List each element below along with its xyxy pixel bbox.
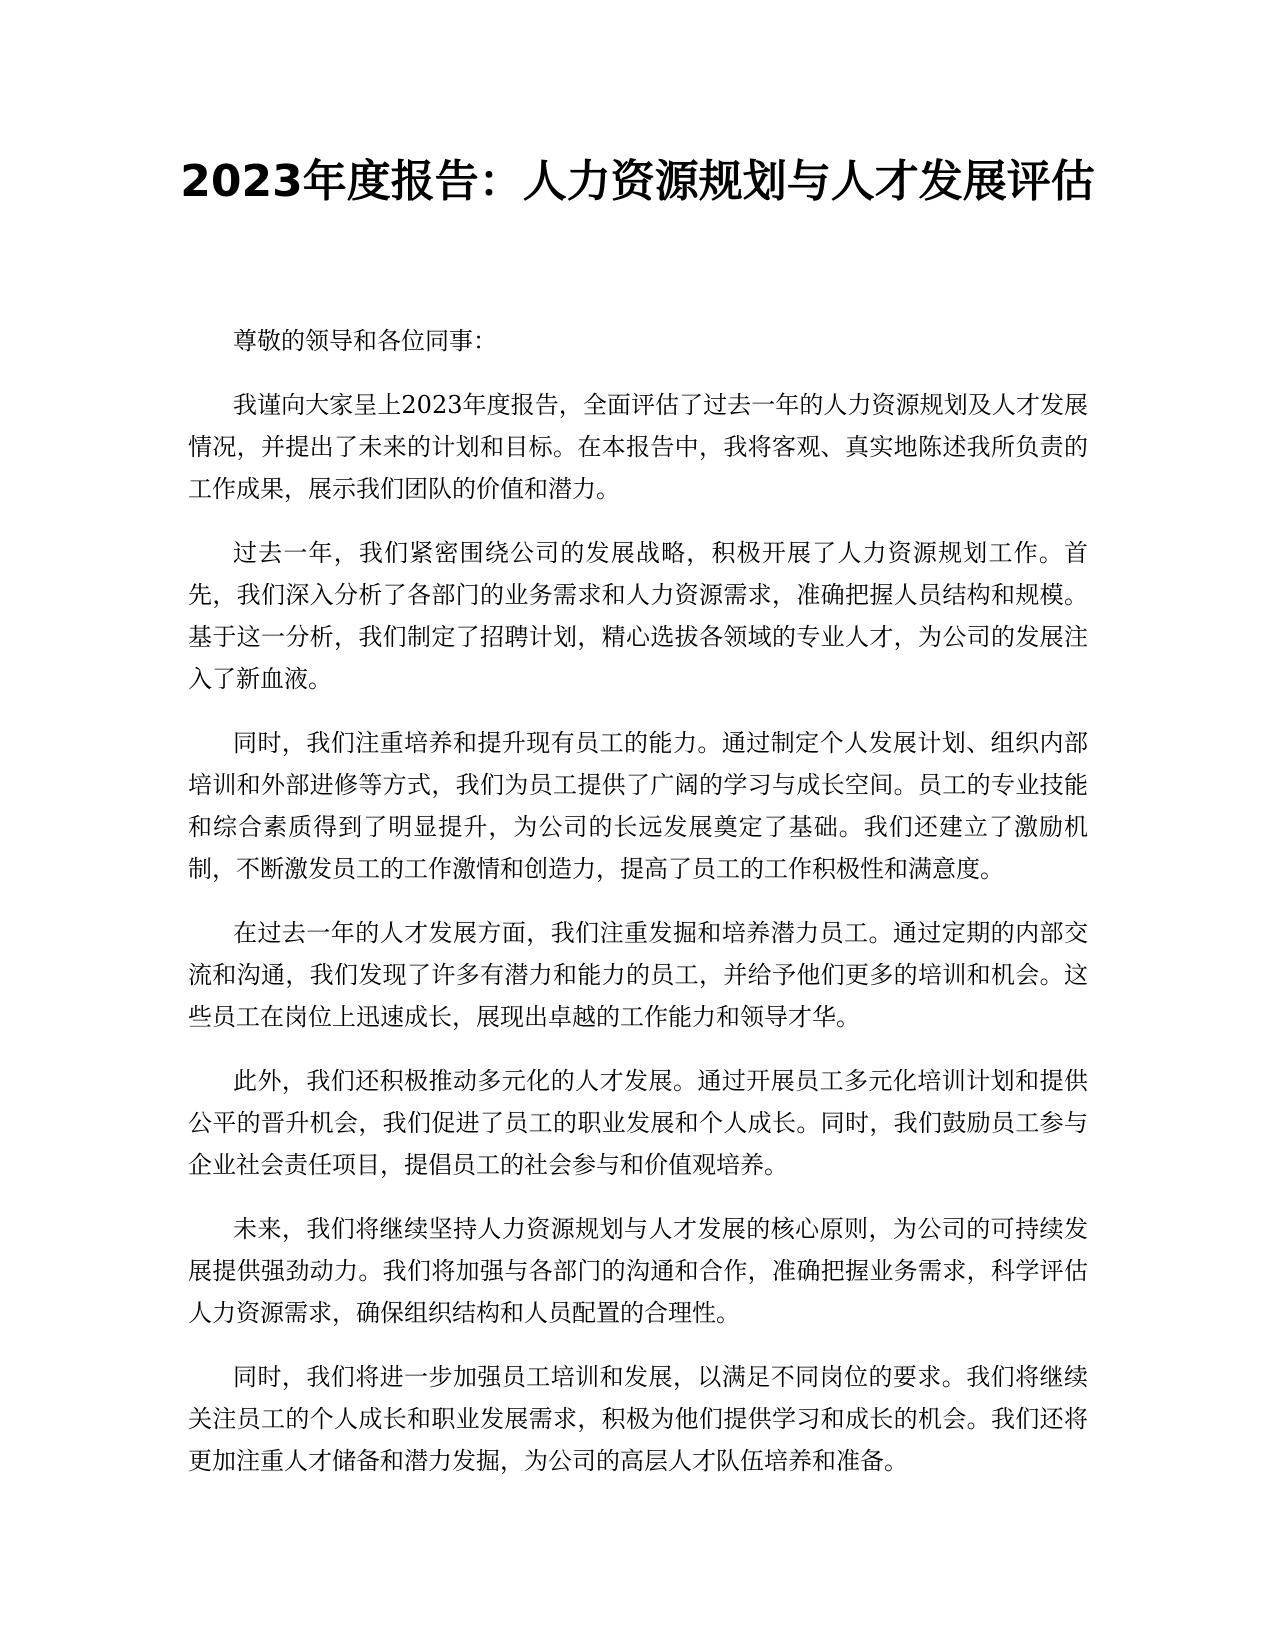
document-title: 2023年度报告：人力资源规划与人才发展评估: [180, 156, 1095, 207]
document-body: [188, 320, 1088, 1504]
paragraph-future-plans: 未来，我们将继续坚持人力资源规划与人才发展的核心原则，为公司的可持续发展提供强劲动力。我们将加强与各部门的沟通和合作，准确把握业务需求，科学评估人力资源需求，确保组织结构和人员配置的合理性。: [188, 1215, 1088, 1327]
paragraph-talent-development: 在过去一年的人才发展方面，我们注重发掘和培养潜力员工。通过定期的内部交流和沟通，我们发现了许多有潜力和能力的员工，并给予他们更多的培训和机会。这些员工在岗位上迅速成长，展现出卓越的工作能力和领导才华。: [188, 919, 1088, 1031]
paragraph-introduction: 我谨向大家呈上2023年度报告，全面评估了过去一年的人力资源规划及人才发展情况，并提出了未来的计划和目标。在本报告中，我将客观、真实地陈述我所负责的工作成果，展示我们团队的价值和潜力。: [188, 391, 1088, 503]
paragraph-hr-planning: 过去一年，我们紧密围绕公司的发展战略，积极开展了人力资源规划工作。首先，我们深入分析了各部门的业务需求和人力资源需求，准确把握人员结构和规模。基于这一分析，我们制定了招聘计划，精心选拔各领域的专业人才，为公司的发展注入了新血液。: [188, 539, 1088, 693]
paragraph-salutation: 尊敬的领导和各位同事：: [233, 327, 497, 355]
paragraph-employee-training: 同时，我们注重培养和提升现有员工的能力。通过制定个人发展计划、组织内部培训和外部进修等方式，我们为员工提供了广阔的学习与成长空间。员工的专业技能和综合素质得到了明显提升，为公司的长远发展奠定了基础。我们还建立了激励机制，不断激发员工的工作激情和创造力，提高了员工的工作积极性和满意度。: [188, 729, 1088, 883]
paragraph-future-training: 同时，我们将进一步加强员工培训和发展，以满足不同岗位的要求。我们将继续关注员工的个人成长和职业发展需求，积极为他们提供学习和成长的机会。我们还将更加注重人才储备和潜力发掘，为公司的高层人才队伍培养和准备。: [188, 1363, 1088, 1475]
paragraph-diversity: 此外，我们还积极推动多元化的人才发展。通过开展员工多元化培训计划和提供公平的晋升机会，我们促进了员工的职业发展和个人成长。同时，我们鼓励员工参与企业社会责任项目，提倡员工的社会参与和价值观培养。: [188, 1067, 1088, 1179]
